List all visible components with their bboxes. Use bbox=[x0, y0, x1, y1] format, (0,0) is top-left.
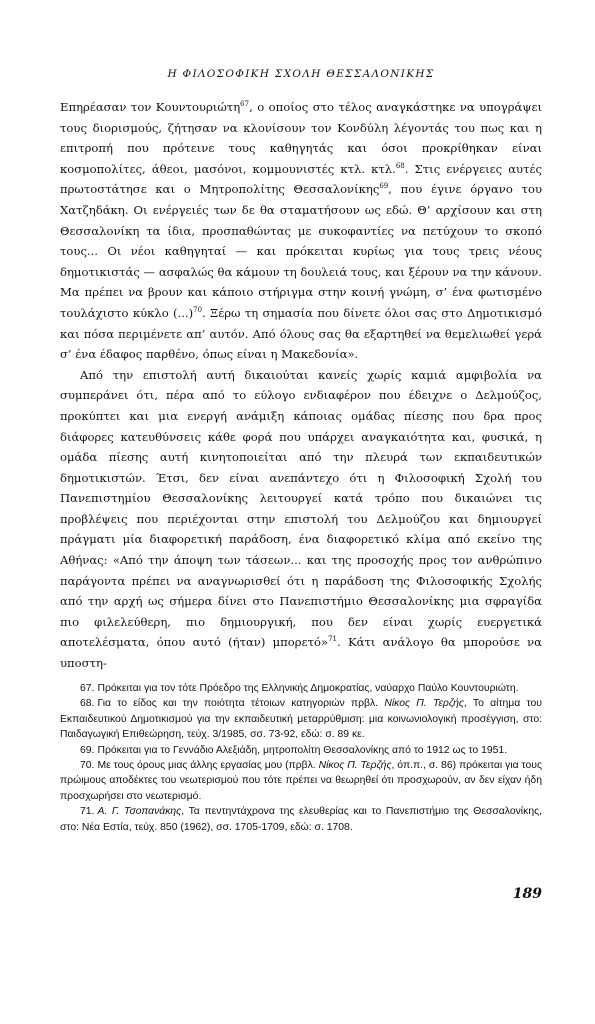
footnote bbox=[60, 758, 542, 804]
text-run: , όπ.π., σ. 86) πρόκειται για τους πρώιμους αποδέκτες του νεωτερισμού που τότε πρέπει να θεωρηθεί ότι προσχωρούν, αν δεν είχαν ήδη προσχωρήσει στο νεωτερισμό. bbox=[60, 760, 542, 802]
text-run: Για το είδος και την ποιότητα τέτοιων κατηγοριών πρβλ. bbox=[97, 698, 385, 710]
footnote-reference: 68 bbox=[395, 161, 405, 170]
text-run: , Το αίτημα του Εκπαιδευτικού Δημοτικισμού για την εκπαιδευτική μεταρρύθμιση: μια κοινωνιολογική προσέγγιση, στο: Παιδαγωγική Επιθεώρηση, τεύχ. 3/1985, σσ. 73-92, εδώ: σ. 89 κε. bbox=[60, 698, 542, 741]
cited-author: Α. Γ. Τσοπανάκης bbox=[97, 806, 182, 818]
running-header: Η ΦΙΛΟΣΟΦΙΚΗ ΣΧΟΛΗ ΘΕΣΣΑΛΟΝΙΚΗΣ bbox=[167, 68, 435, 80]
footnote-number: 69. bbox=[80, 744, 95, 756]
text-run: Πρόκειται για το Γεννάδιο Αλεξιάδη, μητροπολίτη Θεσσαλονίκης από το 1912 ως το 1951. bbox=[97, 744, 508, 756]
footnote bbox=[60, 743, 542, 758]
text-run: Πρόκειται για τον τότε Πρόεδρο της Ελληνικής Δημοκρατίας, ναύαρχο Παύλο Κουντουριώτη. bbox=[97, 683, 519, 694]
footnote-number: 70. bbox=[80, 760, 95, 772]
text-run: Με τους όρους μιας άλλης εργασίας μου (πρβλ. bbox=[97, 760, 319, 772]
text-run: . Στις ενέργειες αυτές πρωτοστάτησε και ο Μητροπολίτης Θεσσαλονίκης bbox=[60, 161, 542, 197]
cited-author: Νίκος Π. Τερζής bbox=[384, 698, 464, 710]
footnotes bbox=[60, 681, 542, 835]
text-run: , που έγινε όργανο του Χατζηδάκη. Οι ενέργειές των δε θα σταματήσουν ως εδώ. Θ’ αρχίσουν και στη Θεσσαλονίκη τα ίδια, προσπαθώντας με συκοφαντίες να πετύχουν το σκοπό τους... Οι νέοι καθηγηταί — και πρόκειται κυρίως για τους τρεις νέους δημοτικιστάς — ασφαλώς θα κάμουν τη δουλειά τους, και ξέρουν να την κάνουν. Μα πρέπει να βρουν και κάποιο στήριγμα στην κοινή γνώμη, σ’ ένα φωτισμένο τουλάχιστο κύκλο (...) bbox=[60, 182, 542, 320]
footnote-number: 68. bbox=[80, 698, 95, 710]
footnote-reference: 69 bbox=[379, 182, 389, 191]
footnote-number: 71. bbox=[80, 806, 95, 818]
footnote-reference: 71 bbox=[328, 635, 338, 644]
body-text bbox=[60, 97, 542, 674]
page-number: 189 bbox=[512, 886, 542, 902]
text-run: . Κάτι ανάλογο θα μπορούσε να υποστη- bbox=[60, 635, 542, 671]
text-run: Από την επιστολή αυτή δικαιούται κανείς χωρίς καμιά αμφιβολία να συμπεράνει ότι, πέρα από το εύλογο ενδιαφέρον που έδειχνε ο Δελμούζος, προκύπτει και μια ενεργή ανάμιξη κάποιας ομάδας πίεσης που δρα προς διάφορες κατευθύνσεις κάθε φορά που υπάρχει αναγκαιότητα και, φυσικά, η ομάδα πίεσης αυτή κινητοποιείται από την πλευρά των εκπαιδευτικών δημοτικιστών. Έτσι, δεν είναι ανεπάντεχο ότι η Φιλοσοφική Σχολή του Πανεπιστημίου Θεσσαλονίκης λειτουργεί κατά τρόπο που δικαιώνει τις προβλέψεις που περιέχονται στην επιστολή του Δελμούζου και δημιουργεί πράγματι μία διαφορετική παράδοση, ένα διαφορετικό κλίμα από εκείνο της Αθήνας: «Από την άποψη των τάσεων... και της προσοχής προς τον ανθρώπινο παράγοντα πρέπει να αναγνωρισθεί ότι η παράδοση της Φιλοσοφικής Σχολής από την αρχή ως σήμερα δίνει στο Πανεπιστήμιο Θεσσαλονίκης μια σφραγίδα πιο φιλελεύθερη, πιο δημιουργική, που δεν είναι χωρίς ευεργετικά αποτελέσματα, όπου αυτό (ήταν) μπορετό» bbox=[60, 367, 542, 650]
body-paragraph bbox=[60, 97, 542, 365]
footnote-reference: 70 bbox=[193, 306, 203, 315]
text-run: . Ξέρω τη σημασία που δίνετε όλοι σας στο Δημοτικισμό και πόσα περιμένετε απ’ αυτόν. Από όλους σας θα εξαρτηθεί να θεμελιωθεί γερά σ’ ένα έδαφος παρθένο, όπως είναι η Μακεδονία». bbox=[60, 305, 542, 362]
footnote bbox=[60, 804, 542, 835]
body-paragraph bbox=[60, 365, 542, 674]
text-run: , ο οποίος στο τέλος αναγκάστηκε να υπογράψει τους διορισμούς, ζήτησαν να κλονίσουν τον Κονδύλη λέγοντάς του πως και η επιτροπή που πρότεινε τους καθηγητάς και όσοι προκρίθηκαν είναι κοσμοπολίτες, άθεοι, μασόνοι, κομμουνιστές κτλ. κτλ. bbox=[60, 100, 543, 176]
footnote-number: 67. bbox=[80, 683, 95, 694]
footnote-reference: 67 bbox=[240, 100, 250, 109]
footnote bbox=[60, 681, 542, 696]
cited-author: Νίκος Π. Τερζής bbox=[318, 760, 392, 772]
text-run: , Τα πεντηντάχρονα της ελευθερίας και το Πανεπιστήμιο της Θεσσαλονίκης, στο: Νέα Εστία, τεύχ. 850 (1962), σσ. 1705-1709, εδώ: σ. 1708. bbox=[60, 806, 542, 833]
footnote bbox=[60, 696, 542, 742]
text-run: Επηρέασαν τον Κουντουριώτη bbox=[60, 100, 241, 114]
